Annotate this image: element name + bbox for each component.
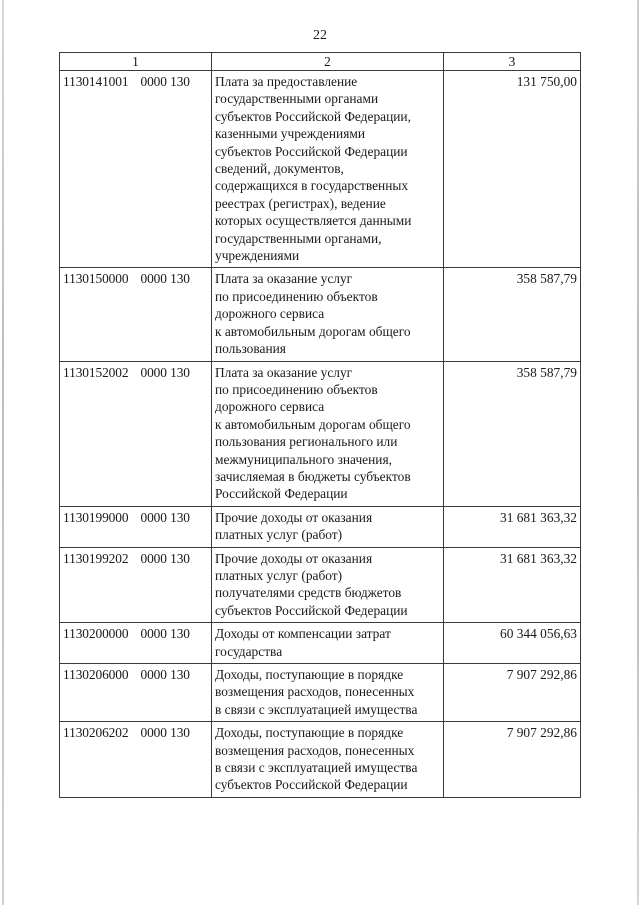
code-sub: 0000	[140, 667, 167, 682]
table-row	[60, 623, 581, 664]
code-main: 1130152002	[63, 364, 129, 380]
amount-cell: 358 587,79	[444, 361, 581, 506]
scan-edge-right	[637, 0, 639, 905]
table-row	[60, 664, 581, 722]
table-row	[60, 547, 581, 623]
code-cell	[60, 506, 212, 547]
description-cell: Доходы, поступающие в порядке возмещения расходов, понесенных в связи с эксплуатацией имущества субъектов Российской Федерации	[212, 722, 444, 798]
column-header-description: 2	[212, 53, 444, 71]
revenue-table	[59, 52, 581, 798]
table-row	[60, 71, 581, 268]
column-header-amount: 3	[444, 53, 581, 71]
code-main: 1130200000	[63, 626, 129, 642]
code-main: 1130199000	[63, 509, 129, 525]
description-cell: Плата за предоставление государственными органами субъектов Российской Федерации, казенными учреждениями субъектов Российской Федерации сведений, документов, содержащихся в государственных реестрах (регистрах), ведение которых осуществляется данными государственными органами, учреждениями	[212, 71, 444, 268]
code-cell	[60, 268, 212, 361]
description-cell: Прочие доходы от оказания платных услуг (работ) получателями средств бюджетов субъектов Российской Федерации	[212, 547, 444, 623]
code-sub: 0000	[140, 74, 167, 89]
code-kind: 130	[170, 271, 190, 287]
amount-cell: 131 750,00	[444, 71, 581, 268]
code-kind: 130	[170, 725, 190, 741]
code-main: 1130199202	[63, 550, 129, 566]
amount-cell: 60 344 056,63	[444, 623, 581, 664]
description-cell: Плата за оказание услуг по присоединению объектов дорожного сервиса к автомобильным дорогам общего пользования	[212, 268, 444, 361]
code-sub: 0000	[140, 271, 167, 287]
table-row	[60, 268, 581, 361]
table-row	[60, 506, 581, 547]
code-sub: 0000	[140, 626, 167, 642]
code-sub: 0000	[140, 509, 167, 525]
amount-cell: 31 681 363,32	[444, 506, 581, 547]
description-cell: Доходы от компенсации затрат государства	[212, 623, 444, 664]
code-cell	[60, 361, 212, 506]
code-cell	[60, 71, 212, 268]
code-kind: 130	[170, 74, 190, 89]
code-kind: 130	[170, 550, 190, 566]
code-main: 1130150000	[63, 271, 129, 287]
table-row	[60, 722, 581, 798]
code-main: 1130206000	[63, 667, 129, 682]
code-sub: 0000	[140, 364, 167, 380]
code-kind: 130	[170, 626, 190, 642]
column-header-code: 1	[60, 53, 212, 71]
code-kind: 130	[170, 509, 190, 525]
code-cell	[60, 547, 212, 623]
code-sub: 0000	[140, 725, 167, 741]
table-row	[60, 361, 581, 506]
code-main: 1130141001	[63, 74, 129, 89]
amount-cell: 7 907 292,86	[444, 664, 581, 722]
code-cell	[60, 623, 212, 664]
description-cell: Прочие доходы от оказания платных услуг (работ)	[212, 506, 444, 547]
page-number: 22	[313, 28, 327, 43]
description-cell: Доходы, поступающие в порядке возмещения расходов, понесенных в связи с эксплуатацией имущества	[212, 664, 444, 722]
code-main: 1130206202	[63, 725, 129, 741]
amount-cell: 7 907 292,86	[444, 722, 581, 798]
table-header-row	[60, 53, 581, 71]
description-cell: Плата за оказание услуг по присоединению объектов дорожного сервиса к автомобильным дорогам общего пользования регионального или межмуниципального значения, зачисляемая в бюджеты субъектов Российской Федерации	[212, 361, 444, 506]
scan-edge-left	[2, 0, 4, 905]
amount-cell: 31 681 363,32	[444, 547, 581, 623]
code-kind: 130	[170, 667, 190, 682]
code-cell	[60, 664, 212, 722]
amount-cell: 358 587,79	[444, 268, 581, 361]
code-kind: 130	[170, 364, 190, 380]
code-sub: 0000	[140, 550, 167, 566]
code-cell	[60, 722, 212, 798]
